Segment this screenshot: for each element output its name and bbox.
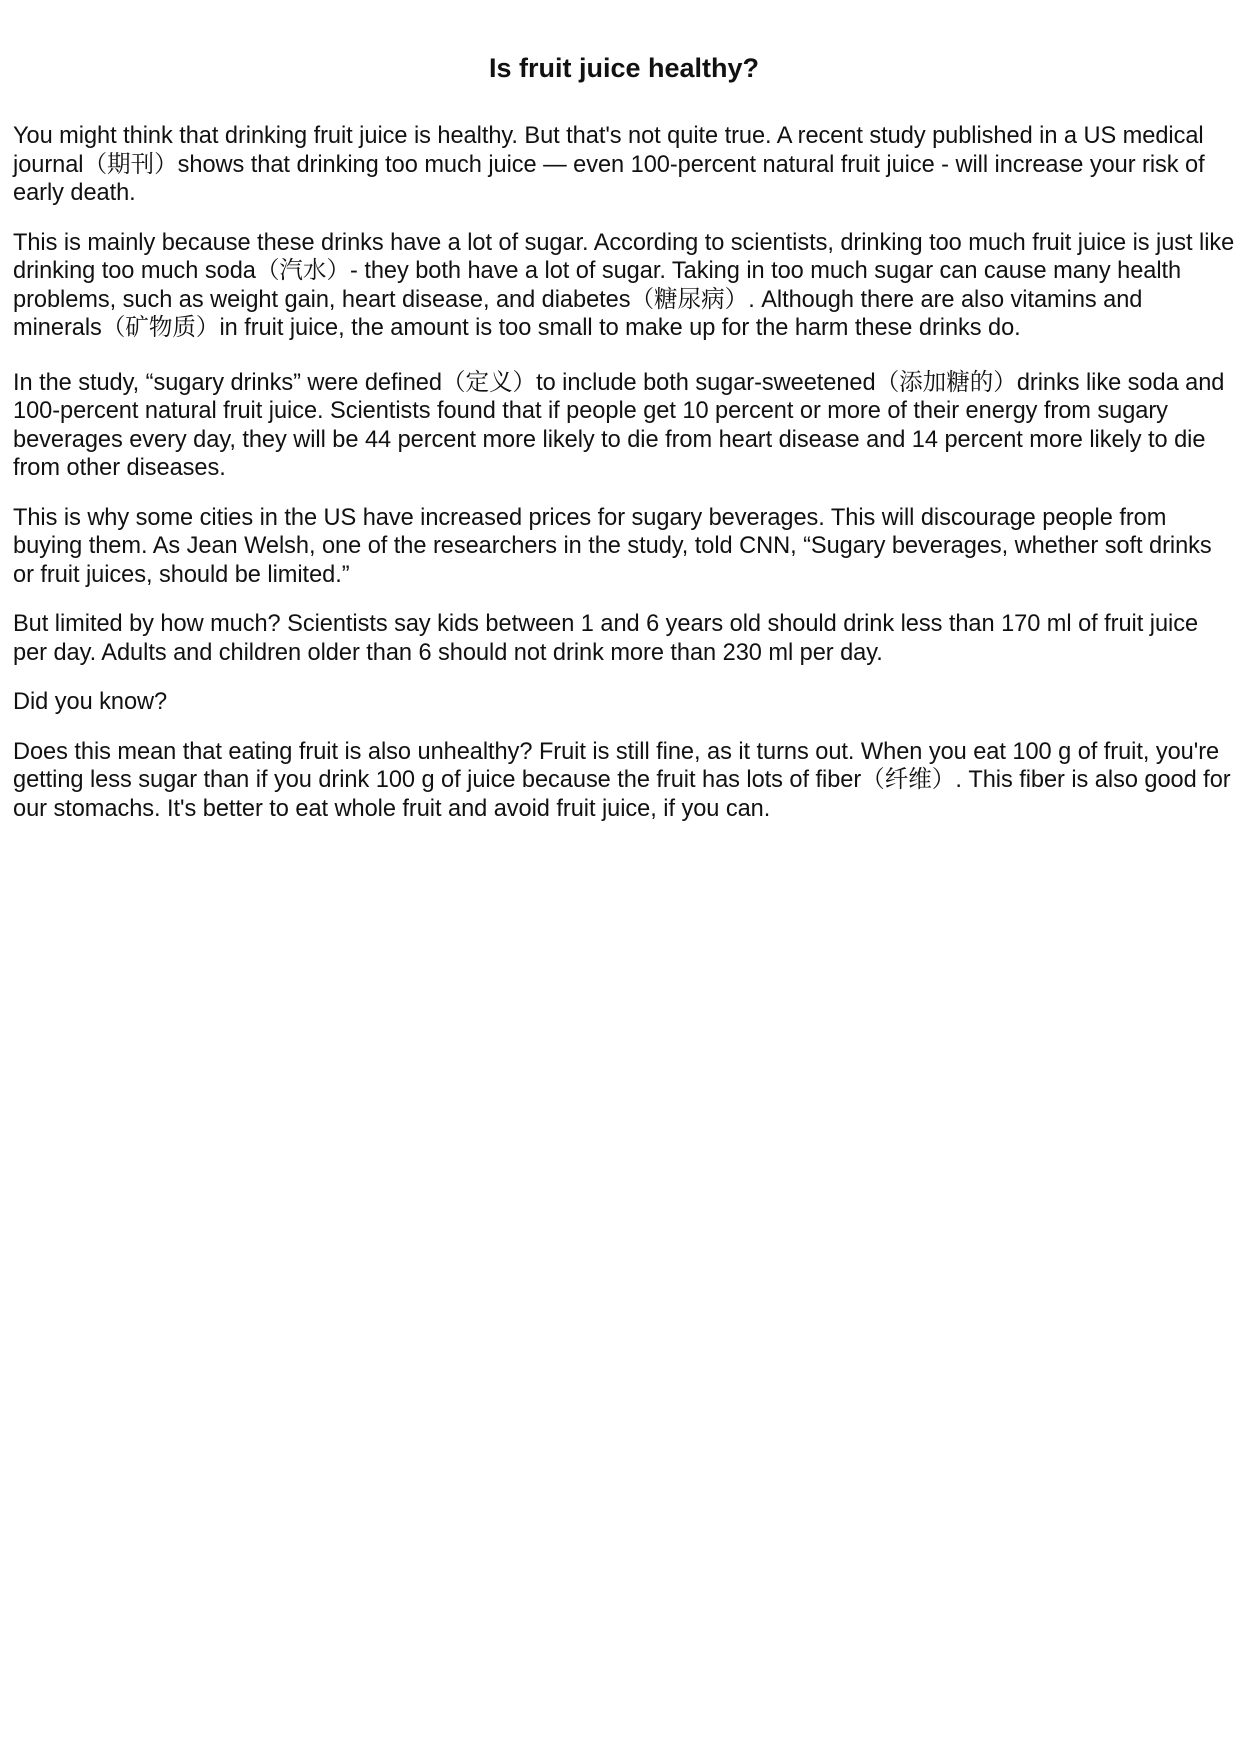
document-page	[13, 0, 1235, 844]
paragraph-1: You might think that drinking fruit juice is healthy. But that's not quite true. A recent study published in a US medical journal（期刊）shows that drinking too much juice — even 100-percent natural fruit juice - will increase your risk of early death.	[13, 123, 1205, 206]
article-body	[13, 122, 1235, 823]
paragraph-5: But limited by how much? Scientists say kids between 1 and 6 years old should drink less than 170 ml of fruit juice per day. Adults and children older than 6 should not drink more than 230 ml per day.	[13, 611, 1199, 666]
paragraph-4: This is why some cities in the US have increased prices for sugary beverages. This will discourage people from buying them. As Jean Welsh, one of the researchers in the study, told CNN, “Sugary beverages, whether soft drinks or fruit juices, should be limited.”	[13, 504, 1212, 588]
section-heading-did-you-know: Did you know?	[13, 689, 168, 715]
paragraph-2: This is mainly because these drinks have a lot of sugar. According to scientists, drinking too much fruit juice is just like drinking too much soda（汽水）- they both have a lot of sugar. Taking in too much sugar can cause many health problems, such as weight gain, heart disease, and diabetes（糖尿病）. Although there are also vitamins and minerals（矿物质）in fruit juice, the amount is too small to make up for the harm these drinks do.	[13, 229, 1235, 341]
paragraph-6: Does this mean that eating fruit is also unhealthy? Fruit is still fine, as it turns out. When you eat 100 g of fruit, you're getting less sugar than if you drink 100 g of juice because the fruit has lots of fiber（纤维）. This fiber is also good for our stomachs. It's better to eat whole fruit and avoid fruit juice, if you can.	[13, 738, 1231, 822]
article-title: Is fruit juice healthy?	[488, 53, 760, 83]
paragraph-3: In the study, “sugary drinks” were defined（定义）to include both sugar-sweetened（添加糖的）drinks like soda and 100-percent natural fruit juice. Scientists found that if people get 10 percent or more of their energy from sugary beverages every day, they will be 44 percent more likely to die from heart disease and 14 percent more likely to die from other diseases.	[13, 369, 1225, 481]
